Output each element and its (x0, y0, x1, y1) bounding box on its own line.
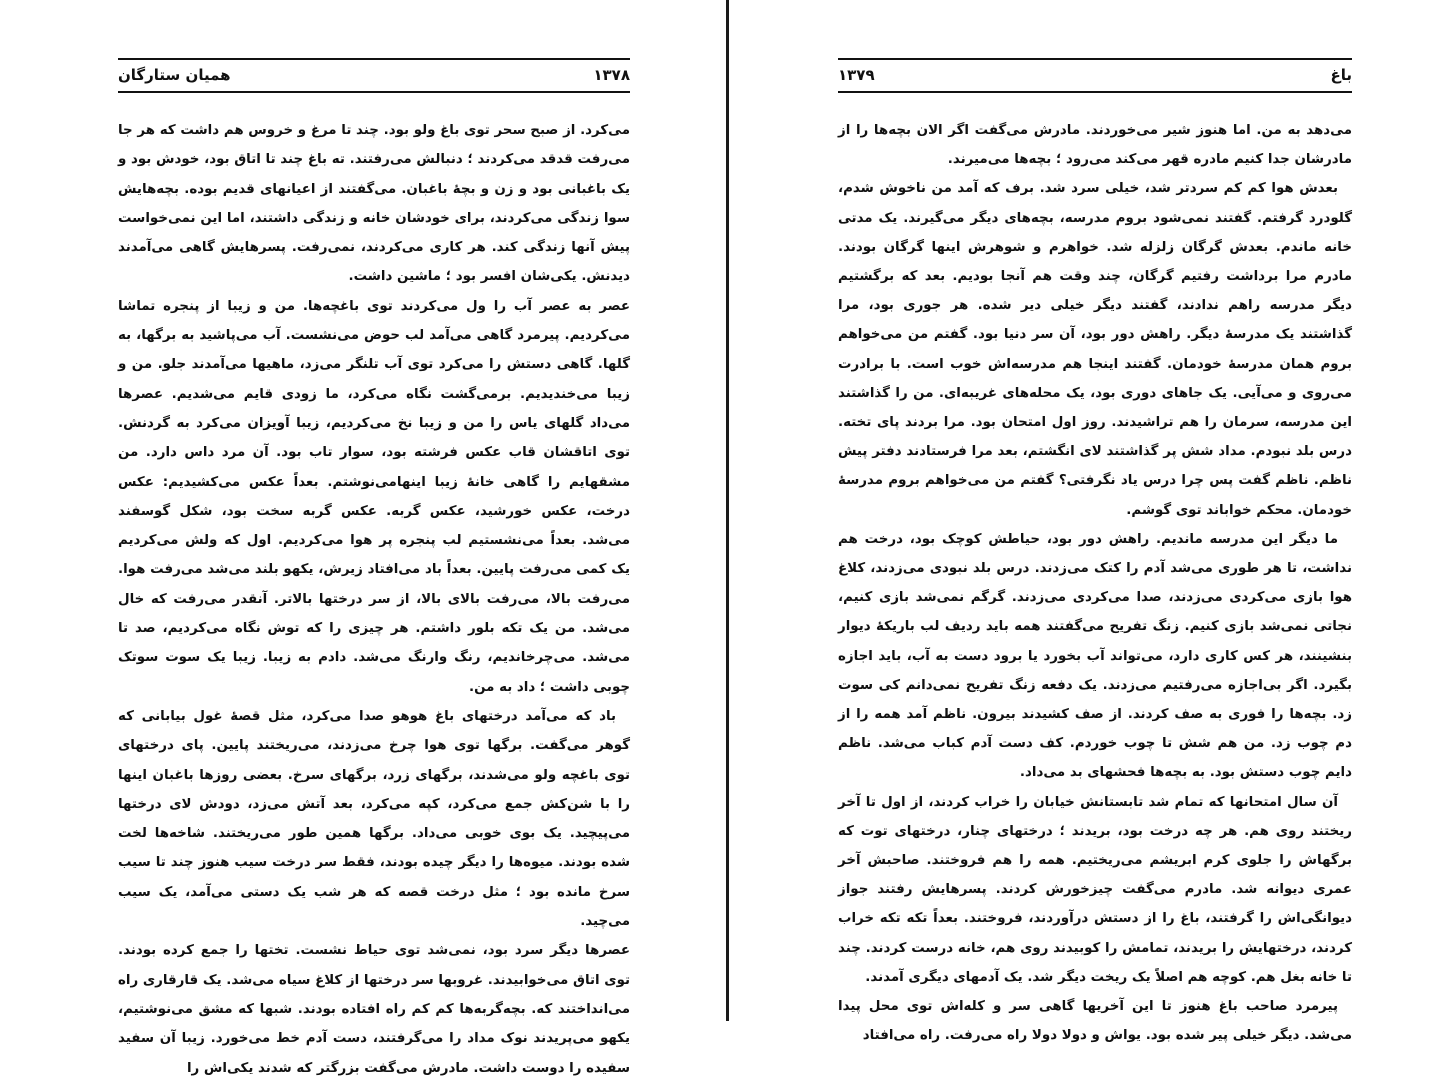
left-page (118, 0, 630, 1076)
running-title: همیان ستارگان (118, 66, 231, 84)
paragraph: بعدش هوا کم کم سردتر شد، خیلی سرد شد. برف که آمد من ناخوش شدم، گلودرد گرفتم. گفتند نمی‌شود بروم مدرسه، بچه‌های دیگر می‌گیرند. یک مدتی خانه ماندم. بعدش گرگان زلزله شد. خواهرم و شوهرش اینها گرگان بودند. مادرم مرا برداشت رفتیم گرگان، چند وقت هم آنجا بودیم. بعد که برگشتیم دیگر مدرسه راهم ندادند، گفتند دیگر خیلی دیر شده. هر جوری بود، مرا گذاشتند یک مدرسهٔ دیگر. راهش دور بود، آن سر دنیا بود. گفتم من می‌خواهم بروم همان مدرسهٔ خودمان. گفتند اینجا هم مدرسه‌اش خوب است. با برادرت می‌روی و می‌آیی. یک جاهای دوری بود، یک محله‌های غریبه‌ای. من را گذاشتند این مدرسه، سرمان را هم تراشیدند. روز اول امتحان بود. مرا بردند پای تخته. درس بلد نبودم. مداد شش پر گذاشتند لای انگشتم، بعد مرا فرستادند دفتر پیش ناظم. ناظم گفت پس چرا درس یاد نگرفتی؟ گفتم من می‌خواهم بروم مدرسهٔ خودمان. محکم خواباند توی گوشم. (838, 181, 1352, 518)
header-rule-bottom (838, 91, 1352, 93)
paragraph: پیرمرد صاحب باغ هنوز تا این آخریها گاهی سر و کله‌اش توی محل پیدا می‌شد. دیگر خیلی پیر شده بود. یواش و دولا دولا راه می‌رفت. راه می‌افتاد (838, 999, 1352, 1044)
right-page (838, 0, 1352, 1044)
paragraph: می‌دهد به من. اما هنوز شیر می‌خوردند. مادرش می‌گفت اگر الان بچه‌ها را از مادرشان جدا کنیم مادره قهر می‌کند می‌رود ؛ بچه‌ها می‌میرند. (838, 123, 1352, 168)
running-header (118, 62, 630, 88)
paragraph: عصرها دیگر سرد بود، نمی‌شد توی حیاط نشست. تختها را جمع کرده بودند. توی اتاق می‌خوابیدند. غروبها سر درختها از کلاغ سیاه می‌شد. یک قارقاری راه می‌انداختند که. بچه‌گربه‌ها کم کم راه افتاده بودند. شبها که مشق می‌نوشتیم، یکهو می‌پریدند نوک مداد را می‌گرفتند، دست آدم خط می‌خورد. زیبا آن سفید سفیده را دوست داشت. مادرش می‌گفت بزرگتر که شدند یکی‌اش را (118, 943, 630, 1076)
page-number: ۱۳۷۹ (838, 66, 875, 84)
paragraph: عصر به عصر آب را ول می‌کردند توی باغچه‌ها. من و زیبا از پنجره تماشا می‌کردیم. پیرمرد گاهی می‌آمد لب حوض می‌نشست. آب می‌پاشید به برگها، به گلها. گاهی دستش را می‌کرد توی آب تلنگر می‌زد، ماهیها می‌آمدند جلو. من و زیبا می‌خندیدیم. برمی‌گشت نگاه می‌کرد، ما زودی قایم می‌شدیم. عصرها می‌داد گلهای یاس را من و زیبا نخ می‌کردیم، زیبا آویزان می‌کرد به گردنش. توی اتاقشان قاب عکس فرشته بود، سوار تاب بود. آن مرد داس دارد. من مشقهایم را گاهی خانهٔ زیبا اینهامی‌نوشتم. بعداً عکس می‌کشیدیم: عکس درخت، عکس خورشید، عکس گربه. عکس گربه سخت بود، شکل گوسفند می‌شد. بعداً می‌نشستیم لب پنجره پر هوا می‌کردیم. اول که ولش می‌کردیم یک کمی می‌رفت پایین. بعداً باد می‌افتاد زیرش، یکهو بلند می‌شد می‌رفت هوا. می‌رفت بالا، می‌رفت بالای بالا، از سر درختها بالاتر. آنقدر می‌رفت که خال می‌شد. من یک تکه بلور داشتم. هر چیزی را که توش نگاه می‌کردیم، صد تا می‌شد. می‌چرخاندیم، رنگ وارنگ می‌شد. دادم به زیبا. زیبا یک سوت سوتک چوبی داشت ؛ داد به من. (118, 298, 630, 695)
page-number: ۱۳۷۸ (593, 66, 630, 84)
book-gutter (726, 0, 729, 1021)
header-rule-bottom (118, 91, 630, 93)
header-rule-top (838, 58, 1352, 60)
paragraph: ما دیگر این مدرسه ماندیم. راهش دور بود، حیاطش کوچک بود، درخت هم نداشت، تا هر طوری می‌شد آدم را کتک می‌زدند. درس بلد نبودی می‌زدند، کلاغ هوا بازی می‌کردی می‌زدند، صدا می‌کردی می‌زدند. گرگم نمی‌شد بازی کنیم، نجاتی نمی‌شد بازی کنیم. زنگ تفریح می‌گفتند همه باید ردیف لب باریکهٔ دیوار بنشینند، هر کس کاری دارد، می‌تواند آب بخورد یا برود دست به آب، باید اجازه بگیرد. اگر بی‌اجازه می‌رفتیم می‌زدند. یک دفعه زنگ تفریح نمی‌دانم کی سوت زد. بچه‌ها را فوری به صف کردند. از صف کشیدند بیرون. ناظم آمد همه را از دم چوب زد. من هم شش تا چوب خوردم. کف دست آدم کباب می‌شد. ناظم دایم چوب دستش بود. به بچه‌ها فحشهای بد می‌داد. (838, 531, 1352, 781)
header-rule-top (118, 58, 630, 60)
paragraph: آن سال امتحانها که تمام شد تابستانش خیابان را خراب کردند، از اول تا آخر ریختند روی هم. هر چه درخت بود، بریدند ؛ درختهای چنار، درختهای توت که برگهاش را جلوی کرم ابریشم می‌ریختیم. همه را هم فروختند. صاحبش آخر عمری دیوانه شد. مادرم می‌گفت چیزخورش کردند. پسرهایش رفتند جواز دیوانگی‌اش را گرفتند، باغ را از دستش درآوردند، فروختند. بعداً تکه تکه خراب کردند، درختهایش را بریدند، تمامش را کوبیدند روی هم، خانه درست کردند. چند تا خانه بغل هم. کوچه هم اصلاً یک ریخت دیگر شد. یک آدمهای دیگری آمدند. (838, 794, 1352, 985)
page-body (838, 116, 1352, 1051)
paragraph: می‌کرد. از صبح سحر توی باغ ولو بود. چند تا مرغ و خروس هم داشت که هر جا می‌رفت قدقد می‌کردند ؛ دنبالش می‌رفتند. ته باغ چند تا اتاق بود، خودش بود و یک باغبانی بود و زن و بچهٔ باغبان. می‌گفتند از اعیانهای قدیم بوده. بچه‌هایش سوا زندگی می‌کردند، برای خودشان خانه و زندگی داشتند، اما این نمی‌خواست پیش آنها زندگی کند. هر کاری می‌کردند، نمی‌رفت. پسرهایش گاهی می‌آمدند دیدنش. یکی‌شان افسر بود ؛ ماشین داشت. (118, 123, 630, 285)
page-body (118, 116, 630, 1083)
paragraph: باد که می‌آمد درختهای باغ هوهو صدا می‌کرد، مثل قصهٔ غول بیابانی که گوهر می‌گفت. برگها توی هوا چرخ می‌زدند، می‌ریختند پایین. پای درختهای توی باغچه ولو می‌شدند، برگهای زرد، برگهای سرخ. بعضی روزها باغبان اینها را با شن‌کش جمع می‌کرد، کپه می‌کرد، بعد آتش می‌زد، دودش لای درختها می‌پیچید. یک بوی خوبی می‌داد. برگها همین طور می‌ریختند. شاخه‌ها لخت شده بودند. میوه‌ها را دیگر چیده بودند، فقط سر درخت سیب هنوز چند تا سیب سرخ مانده بود ؛ مثل درخت قصه که هر شب یک دستی می‌آمد، یک سیب می‌چید. (118, 708, 630, 930)
running-header (838, 62, 1352, 88)
running-title: باغ (1330, 66, 1352, 84)
